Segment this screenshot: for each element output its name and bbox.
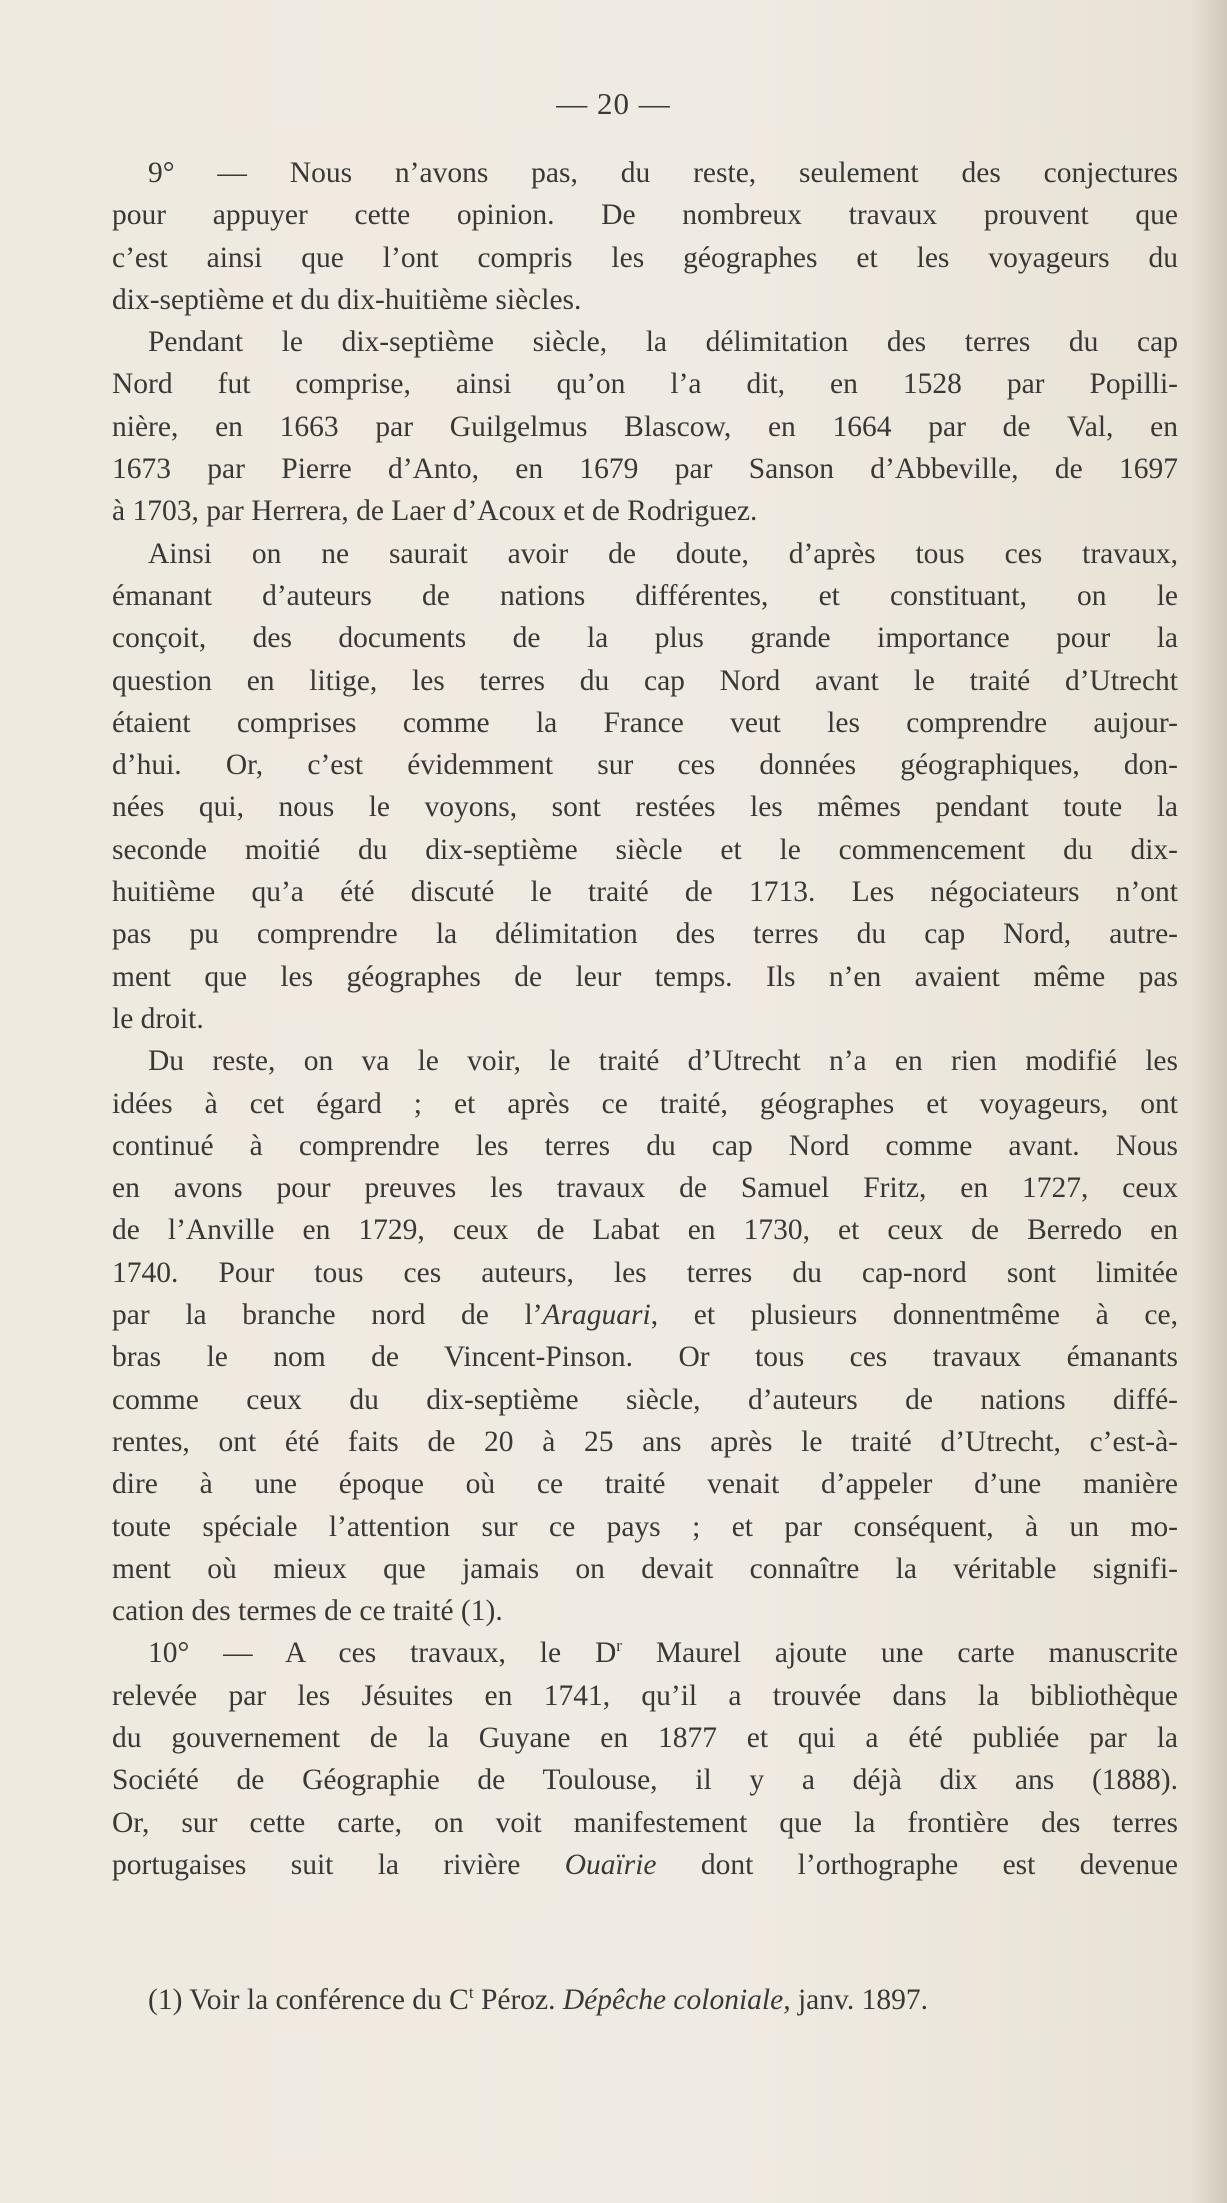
text-line: Pendant le dix-septième siècle, la délimitation des terres du cap — [148, 326, 1178, 359]
superscript: r — [616, 1636, 622, 1656]
text-segment: dont l’orthographe est devenue — [656, 1848, 1178, 1881]
text-line: Ainsi on ne saurait avoir de doute, d’après tous ces travaux, — [148, 537, 1178, 570]
text-line: émanant d’auteurs de nations différentes, et constituant, on le — [112, 579, 1178, 612]
text-line: pas pu comprendre la délimitation des terres du cap Nord, autre- — [112, 918, 1178, 951]
text-line: ment que les géographes de leur temps. Ils n’en avaient même pas — [112, 960, 1178, 993]
text-line: Or, sur cette carte, on voit manifestement que la frontière des terres — [112, 1806, 1178, 1839]
text-line: toute spéciale l’attention sur ce pays ; et par conséquent, à un mo- — [112, 1510, 1178, 1543]
text-line: 1740. Pour tous ces auteurs, les terres du cap-nord sont limitée — [112, 1256, 1178, 1289]
text-line: en avons pour preuves les travaux de Samuel Fritz, en 1727, ceux — [112, 1172, 1178, 1205]
text-line: nées qui, nous le voyons, sont restées les mêmes pendant toute la — [112, 791, 1178, 824]
text-line: 1673 par Pierre d’Anto, en 1679 par Sanson d’Abbeville, de 1697 — [112, 453, 1178, 486]
text-line: conçoit, des documents de la plus grande importance pour la — [112, 622, 1178, 655]
superscript: t — [468, 1983, 474, 2003]
text-line: comme ceux du dix-septième siècle, d’auteurs de nations diffé- — [112, 1383, 1178, 1416]
text-line: huitième qu’a été discuté le traité de 1713. Les négociateurs n’ont — [112, 876, 1178, 909]
text-line: le droit. — [112, 1002, 204, 1035]
text-line: à 1703, par Herrera, de Laer d’Acoux et de Rodriguez. — [112, 495, 758, 528]
text-line: dix-septième et du dix-huitième siècles. — [112, 283, 582, 316]
text-line: Nord fut comprise, ainsi qu’on l’a dit, en 1528 par Popilli- — [112, 368, 1178, 401]
text-line: de l’Anville en 1729, ceux de Labat en 1730, et ceux de Berredo en — [112, 1214, 1178, 1247]
text-line: Du reste, on va le voir, le traité d’Utrecht n’a en rien modifié les — [148, 1045, 1178, 1078]
river-name-araguari: Araguari — [542, 1299, 651, 1332]
paragraph-du-reste — [112, 1040, 1178, 1632]
paragraph-9 — [112, 152, 1178, 321]
body-text — [112, 152, 1178, 1886]
text-line: question en litige, les terres du cap Nord avant le traité d’Utrecht — [112, 664, 1178, 697]
footnote-prefix: (1) Voir la conférence du C — [148, 1984, 469, 2016]
text-line: idées à cet égard ; et après ce traité, géographes et voyageurs, ont — [112, 1087, 1178, 1120]
text-segment: , et plusieurs donnentmême à ce, — [650, 1299, 1178, 1332]
text-line: 9° — Nous n’avons pas, du reste, seulement des conjectures — [148, 157, 1178, 189]
text-segment: par la branche nord de l’ — [112, 1299, 543, 1332]
text-line-araguari — [112, 1294, 1178, 1336]
text-segment: 10° — A ces travaux, le D — [148, 1637, 617, 1670]
text-line: c’est ainsi que l’ont compris les géographes et les voyageurs du — [112, 241, 1178, 274]
text-line: rentes, ont été faits de 20 à 25 ans après le traité d’Utrecht, c’est-à- — [112, 1425, 1178, 1458]
page-number: — 20 — — [556, 86, 671, 121]
text-line: relevée par les Jésuites en 1741, qu’il a trouvée dans la bibliothèque — [112, 1679, 1178, 1712]
footnote-suffix: janv. 1897. — [790, 1984, 928, 2016]
text-line: cation des termes de ce traité (1). — [112, 1595, 503, 1628]
text-line: étaient comprises comme la France veut les comprendre aujour- — [112, 706, 1178, 739]
text-segment: Maurel ajoute une carte manuscrite — [621, 1637, 1178, 1670]
text-line: dire à une époque où ce traité venait d’appeler d’une manière — [112, 1468, 1178, 1501]
text-line: Société de Géographie de Toulouse, il y a déjà dix ans (1888). — [112, 1764, 1178, 1797]
text-line: bras le nom de Vincent-Pinson. Or tous ces travaux émanants — [112, 1341, 1178, 1374]
text-line: d’hui. Or, c’est évidemment sur ces données géographiques, don- — [112, 749, 1178, 782]
text-line: seconde moitié du dix-septième siècle et le commencement du dix- — [112, 833, 1178, 866]
footnote-middle: Péroz. — [473, 1984, 563, 2016]
text-line: ment où mieux que jamais on devait connaître la véritable signifi- — [112, 1552, 1178, 1585]
paragraph-dix-septieme — [112, 321, 1178, 532]
paragraph-ainsi — [112, 533, 1178, 1041]
paragraph-10 — [112, 1632, 1178, 1886]
river-name-ouairie: Ouaïrie — [564, 1848, 657, 1881]
footnote-title: Dépêche coloniale, — [562, 1984, 791, 2016]
text-line: continué à comprendre les terres du cap Nord comme avant. Nous — [112, 1129, 1178, 1162]
text-segment: portugaises suit la rivière — [112, 1848, 565, 1881]
text-line: du gouvernement de la Guyane en 1877 et qui a été publiée par la — [112, 1721, 1178, 1754]
text-line: nière, en 1663 par Guilgelmus Blascow, en 1664 par de Val, en — [112, 410, 1178, 443]
footnote — [148, 1980, 1178, 2020]
text-line: pour appuyer cette opinion. De nombreux travaux prouvent que — [112, 199, 1178, 232]
text-line-maurel — [112, 1632, 1178, 1674]
text-line-ouairie — [112, 1844, 1178, 1886]
